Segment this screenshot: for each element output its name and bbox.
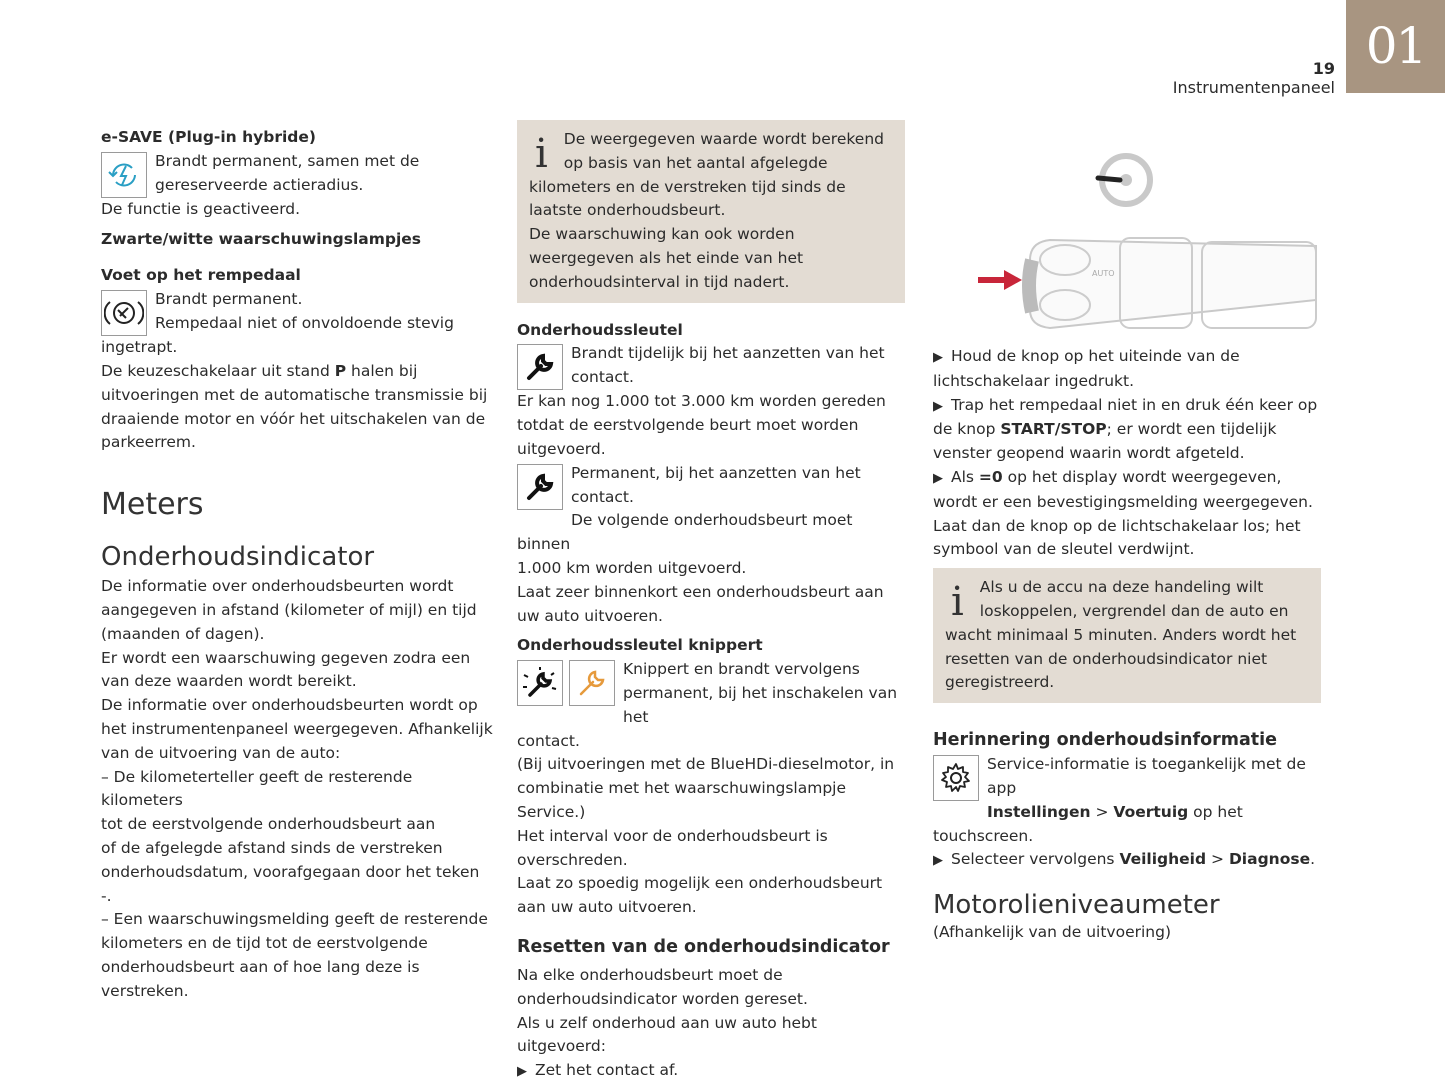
service-li1-c: of de afgelegde afstand sinds de verstreken <box>101 838 443 857</box>
service-p3: De informatie over onderhoudsbeurten wordt op het instrumentenpaneel weergegeven. Afhankelijk van de uitvoering van de auto: <box>101 696 493 762</box>
wrench-orange-icon <box>569 660 615 706</box>
service-li1-b: tot de eerstvolgende onderhoudsbeurt aan <box>101 815 436 834</box>
remind-post: op het touchscreen. <box>933 802 1243 845</box>
remind-b2: Voertuig <box>1113 802 1189 821</box>
step3-pre: Als <box>951 467 979 486</box>
meters-title: Meters <box>101 487 204 523</box>
step2 <box>933 394 1325 466</box>
column-3 <box>933 345 1325 945</box>
arrow-icon: ▶ <box>933 853 943 869</box>
esave-line2: gereserveerde actieradius. <box>155 175 364 194</box>
gear-icon <box>933 755 979 801</box>
remind-step-sep: > <box>1206 850 1229 869</box>
info-icon: i <box>535 131 548 177</box>
service-li1-a: – De kilometerteller geeft de resterende kilometers <box>101 767 413 810</box>
key2-line3: 1.000 km worden uitgevoerd. <box>517 558 747 577</box>
service-p2: Er wordt een waarschuwing gegeven zodra een van deze waarden wordt bereikt. <box>101 648 471 691</box>
info2-text: Als u de accu na deze handeling wilt loskoppelen, vergrendel dan de auto en wacht minimaal 5 minuten. Anders wordt het resetten van de onderhoudsindicator niet geregistreerd. <box>945 578 1297 692</box>
brake-line3: ingetrapt. <box>101 338 178 357</box>
remind-heading: Herinnering onderhoudsinformatie <box>933 730 1278 751</box>
step3-post: op het display wordt weergegeven, wordt er een bevestigingsmelding weergegeven. Laat dan de knop op de lichtschakelaar los; het symbool van de sleutel verdwijnt. <box>933 467 1313 559</box>
arrow-icon: ▶ <box>517 1064 527 1080</box>
esave-heading: e-SAVE (Plug-in hybride) <box>101 128 316 146</box>
esave-line3: De functie is geactiveerd. <box>101 199 301 218</box>
blink-p2: Het interval voor de onderhoudsbeurt is overschreden. <box>517 826 828 869</box>
brake-line2: Rempedaal niet of onvoldoende stevig <box>155 313 454 332</box>
step3 <box>933 466 1325 562</box>
service-p1: De informatie over onderhoudsbeurten wordt aangegeven in afstand (kilometer of mijl) en tijd (maanden of dagen). <box>101 577 477 643</box>
wrench-icon <box>517 464 563 510</box>
blink-p1: (Bij uitvoeringen met de BlueHDi-dieselmotor, in combinatie met het waarschuwingslampje Service.) <box>517 755 895 821</box>
brake-icon <box>101 290 147 336</box>
info-box-2 <box>933 568 1321 703</box>
brake-p-post: halen bij uitvoeringen met de automatische transmissie bij draaiende motor en vóór het uitschakelen van de parkeerrem. <box>101 361 488 452</box>
reset-step1 <box>517 1059 909 1084</box>
step1 <box>933 345 1325 394</box>
blink-line2: permanent, bij het inschakelen van het <box>623 683 898 726</box>
remind-step-b1: Veiligheid <box>1119 850 1207 869</box>
diagram-label: AUTO <box>1092 269 1115 278</box>
step1-text: Houd de knop op het uiteinde van de lichtschakelaar ingedrukt. <box>933 347 1240 390</box>
remind-step-b2: Diagnose <box>1228 850 1311 869</box>
service-title: Onderhoudsindicator <box>101 542 375 573</box>
wrench-blinking-icon <box>517 660 563 706</box>
step2-bold: START/STOP <box>1000 420 1107 439</box>
arrow-icon: ▶ <box>933 470 943 486</box>
key2-paragraph: Laat zeer binnenkort een onderhoudsbeurt aan uw auto uitvoeren. <box>517 582 884 625</box>
info1-a: De weergegeven waarde wordt berekend op basis van het aantal afgelegde kilometers en de verstreken tijd sinds de laatste onderhoudsbeurt. <box>529 130 884 220</box>
blink-line1: Knippert en brandt vervolgens <box>623 660 860 679</box>
reset-p2: Als u zelf onderhoud aan uw auto hebt uitgevoerd: <box>517 1013 817 1056</box>
reset-step1-text: Zet het contact af. <box>535 1061 679 1080</box>
blink-line3: contact. <box>517 731 580 750</box>
arrow-icon: ▶ <box>933 350 943 365</box>
info-icon: i <box>951 579 964 626</box>
key1-line1: Brandt tijdelijk bij het aanzetten van het <box>571 344 885 363</box>
oil-subtitle: (Afhankelijk van de uitvoering) <box>933 923 1171 942</box>
arrow-icon: ▶ <box>933 398 943 414</box>
reset-heading: Resetten van de onderhoudsindicator <box>517 936 890 957</box>
brake-line1: Brandt permanent. <box>155 290 303 309</box>
service-li2: – Een waarschuwingsmelding geeft de resterende kilometers en de tijd tot de eerstvolgende onderhoudsbeurt aan of hoe lang deze is verstreken. <box>101 910 488 1000</box>
key2-line1: Permanent, bij het aanzetten van het contact. <box>571 463 861 506</box>
service-li1-d: onderhoudsdatum, voorafgegaan door het teken -. <box>101 862 480 905</box>
key1-paragraph: Er kan nog 1.000 tot 3.000 km worden gereden totdat de eerstvolgende beurt moet worden uitgevoerd. <box>517 392 886 458</box>
info1-b: De waarschuwing kan ook worden weergegeven als het einde van het onderhoudsinterval in tijd nadert. <box>529 225 804 291</box>
esave-line1: Brandt permanent, samen met de <box>155 151 420 170</box>
column-1 <box>101 126 493 1004</box>
remind-line2 <box>933 801 1325 849</box>
remind-step-post: . <box>1310 850 1316 869</box>
key2-line2: De volgende onderhoudsbeurt moet binnen <box>517 511 853 554</box>
column-2 <box>517 120 909 1084</box>
reset-p1: Na elke onderhoudsbeurt moet de onderhoudsindicator worden gereset. <box>517 965 808 1008</box>
remind-line1: Service-informatie is toegankelijk met de app <box>987 755 1306 797</box>
key1-line2: contact. <box>571 368 634 387</box>
step2-post: ; er wordt een tijdelijk venster geopend waarin wordt afgeteld. <box>933 420 1277 463</box>
section-title: Instrumentenpaneel <box>1172 78 1335 97</box>
info-box-1 <box>517 120 905 303</box>
brake-p-bold: P <box>334 361 347 380</box>
blink-heading: Onderhoudssleutel knippert <box>517 636 763 655</box>
chapter-tab: 01 <box>1346 0 1445 93</box>
oil-title: Motorolieniveaumeter <box>933 890 1220 921</box>
remind-step <box>933 848 1325 873</box>
warning-heading: Zwarte/witte waarschuwingslampjes <box>101 229 422 248</box>
esave-icon <box>101 152 147 198</box>
key-heading: Onderhoudssleutel <box>517 320 683 339</box>
blink-p3: Laat zo spoedig mogelijk een onderhoudsbeurt aan uw auto uitvoeren. <box>517 874 883 917</box>
wrench-icon <box>517 344 563 390</box>
remind-step-pre: Selecteer vervolgens <box>951 850 1120 869</box>
brake-heading: Voet op het rempedaal <box>101 266 301 285</box>
remind-b1: Instellingen <box>987 802 1091 821</box>
page-number: 19 <box>1312 59 1335 78</box>
step2-pre: Trap het rempedaal niet in en druk één keer op de knop <box>933 395 1318 439</box>
remind-sep: > <box>1090 802 1114 821</box>
step3-bold: =0 <box>978 467 1003 486</box>
light-switch-diagram <box>970 150 1320 340</box>
brake-paragraph <box>101 360 493 455</box>
brake-p-pre: De keuzeschakelaar uit stand <box>101 361 335 380</box>
